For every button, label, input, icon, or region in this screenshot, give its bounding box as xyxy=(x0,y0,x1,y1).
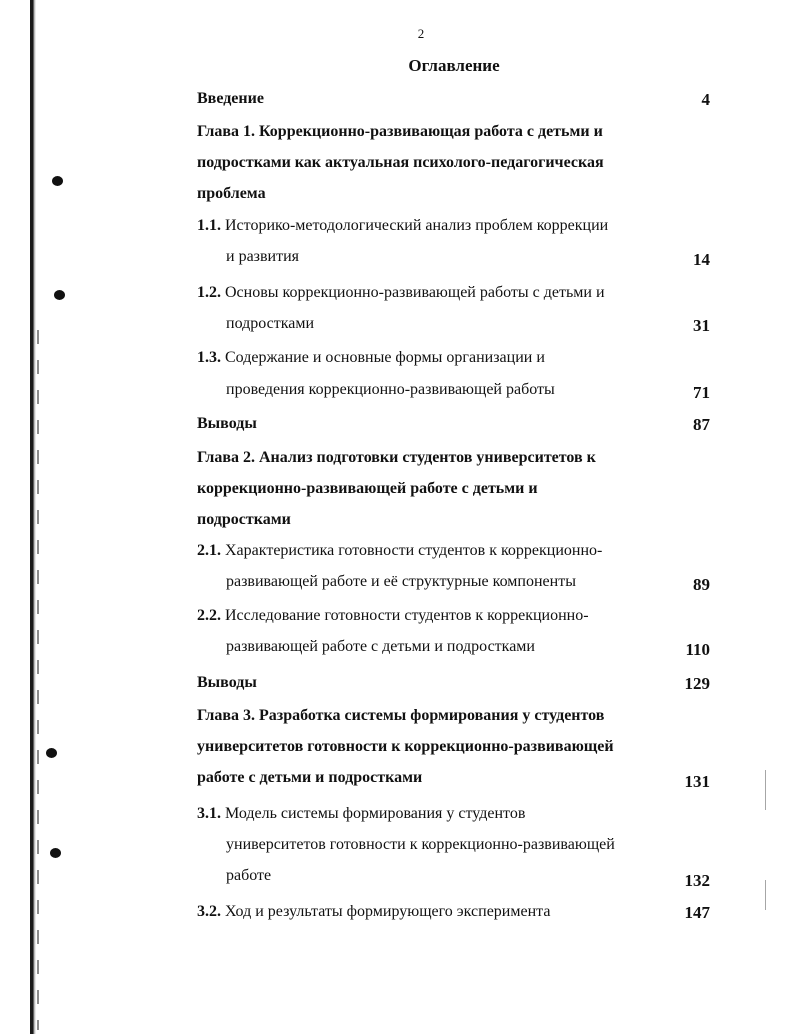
toc-section-title: Ход и результаты формирующего эксперимента xyxy=(225,903,551,920)
toc-section-title: Историко-методологический анализ проблем коррекции xyxy=(225,217,609,234)
toc-section-1-2 xyxy=(197,285,605,301)
toc-intro-label: Введение xyxy=(197,90,264,107)
scan-left-edge xyxy=(30,0,36,1034)
toc-section-title-cont: и развития xyxy=(226,248,300,265)
toc-section-title-cont: развивающей работе с детьми и подростками xyxy=(226,638,535,655)
toc-section-page: 14 xyxy=(693,250,710,269)
toc-conclusions-label: Выводы xyxy=(197,415,257,432)
toc-chapter1-line: подростками как актуальная психолого-педагогическая xyxy=(197,154,604,171)
toc-chapter3-line: Глава 3. Разработка системы формирования у студентов xyxy=(197,707,605,724)
toc-chapter2-line: Глава 2. Анализ подготовки студентов университетов к xyxy=(197,449,596,466)
toc-title: Оглавление xyxy=(408,56,500,75)
toc-chapter2-line: подростками xyxy=(197,511,291,528)
toc-section-number: 3.1. xyxy=(197,805,221,822)
toc-section-number: 1.3. xyxy=(197,349,221,366)
toc-section-title: Характеристика готовности студентов к коррекционно- xyxy=(225,542,603,559)
toc-section-number: 2.1. xyxy=(197,542,221,559)
toc-section-page: 31 xyxy=(693,316,710,335)
toc-chapter3-line: университетов готовности к коррекционно-развивающей xyxy=(197,738,614,755)
toc-intro-page: 4 xyxy=(701,90,710,109)
toc-section-title: Исследование готовности студентов к коррекционно- xyxy=(225,607,589,624)
toc-section-page: 147 xyxy=(684,903,710,922)
toc-section-title-cont: подростками xyxy=(226,315,315,332)
toc-section-title: Основы коррекционно-развивающей работы с детьми и xyxy=(225,284,605,301)
toc-section-3-2 xyxy=(197,904,550,920)
toc-section-page: 89 xyxy=(693,575,710,594)
toc-section-title-cont: работе xyxy=(226,867,272,884)
toc-chapter1-line: проблема xyxy=(197,185,266,202)
toc-section-title: Содержание и основные формы организации и xyxy=(225,349,545,366)
toc-chapter2-line: коррекционно-развивающей работе с детьми и xyxy=(197,480,538,497)
toc-section-title: Модель системы формирования у студентов xyxy=(225,805,526,822)
toc-section-number: 2.2. xyxy=(197,607,221,624)
toc-conclusions-label: Выводы xyxy=(197,674,257,691)
toc-section-title-cont: развивающей работе и её структурные компоненты xyxy=(226,573,576,590)
toc-section-title-cont: университетов готовности к коррекционно-развивающей xyxy=(226,836,615,853)
toc-section-number: 1.1. xyxy=(197,217,221,234)
toc-conclusions-page: 129 xyxy=(684,674,710,693)
toc-section-3-1 xyxy=(197,806,525,822)
toc-chapter3-page: 131 xyxy=(684,772,710,791)
scan-speck xyxy=(765,880,766,910)
toc-section-2-1 xyxy=(197,543,602,559)
toc-section-1-1 xyxy=(197,218,608,234)
toc-section-page: 132 xyxy=(684,871,710,890)
toc-chapter3-line: работе с детьми и подростками xyxy=(197,769,423,786)
punch-hole-mark xyxy=(50,848,61,858)
toc-conclusions-page: 87 xyxy=(693,415,710,434)
toc-section-title-cont: проведения коррекционно-развивающей работы xyxy=(226,381,555,398)
scan-left-edge-streak xyxy=(37,330,39,1030)
toc-section-number: 1.2. xyxy=(197,284,221,301)
toc-section-page: 71 xyxy=(693,383,710,402)
toc-section-page: 110 xyxy=(685,640,710,659)
toc-chapter1-line: Глава 1. Коррекционно-развивающая работа с детьми и xyxy=(197,123,603,140)
page-number: 2 xyxy=(417,26,425,41)
punch-hole-mark xyxy=(54,290,65,300)
punch-hole-mark xyxy=(52,176,63,186)
scan-speck xyxy=(765,770,766,810)
toc-section-1-3 xyxy=(197,350,545,366)
punch-hole-mark xyxy=(46,748,57,758)
toc-section-number: 3.2. xyxy=(197,903,221,920)
toc-section-2-2 xyxy=(197,608,589,624)
